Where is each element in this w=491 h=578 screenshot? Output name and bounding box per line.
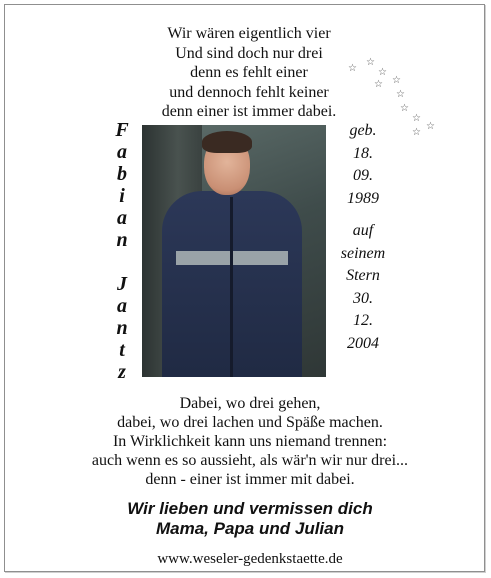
name-letter: a xyxy=(117,207,127,229)
star-icon: ☆ xyxy=(396,89,405,100)
poem-top xyxy=(109,24,389,122)
poem-top-line: Und sind doch nur drei xyxy=(175,44,323,62)
memorial-card xyxy=(4,4,485,572)
death-text: auf xyxy=(352,222,374,239)
star-icon: ☆ xyxy=(412,113,421,124)
death-text: Stern xyxy=(346,267,380,284)
name-letter: t xyxy=(119,339,125,361)
name-letter: i xyxy=(119,185,125,207)
death-day: 30. xyxy=(353,289,373,307)
poem-top-line: denn es fehlt einer xyxy=(190,64,308,81)
star-icon: ☆ xyxy=(392,75,401,86)
poem-bottom-line: denn - einer ist immer mit dabei. xyxy=(145,471,355,488)
name-letter: n xyxy=(116,229,128,251)
born-month: 09. xyxy=(353,167,373,184)
dedication-line: Wir lieben und vermissen dich xyxy=(127,499,373,518)
name-letter: F xyxy=(115,119,129,141)
name-letter: J xyxy=(117,273,127,295)
name-gap xyxy=(111,251,133,273)
name-letter: n xyxy=(116,317,128,339)
star-icon: ☆ xyxy=(374,79,383,90)
website-link[interactable]: www.weseler-gedenkstaette.de xyxy=(157,551,343,567)
born-label: geb. xyxy=(349,122,377,139)
dedication-line: Mama, Papa und Julian xyxy=(156,519,344,538)
poem-bottom xyxy=(45,394,455,489)
star-icon: ☆ xyxy=(426,121,435,132)
death-year: 2004 xyxy=(347,334,379,352)
poem-bottom-line: Dabei, wo drei gehen, xyxy=(179,395,321,412)
name-letter: z xyxy=(118,361,126,383)
death-text: seinem xyxy=(340,244,386,262)
star-icon: ☆ xyxy=(412,127,421,138)
poem-top-line: denn einer ist immer dabei. xyxy=(161,103,337,120)
born-day: 18. xyxy=(353,144,373,162)
poem-bottom-line: In Wirklichkeit kann uns niemand trennen: xyxy=(112,433,388,450)
star-icon: ☆ xyxy=(400,103,409,114)
dedication xyxy=(65,499,435,539)
born-year: 1989 xyxy=(347,189,379,207)
star-icon: ☆ xyxy=(366,57,375,68)
portrait-photo xyxy=(142,125,326,377)
poem-bottom-line: dabei, wo drei lachen und Späße machen. xyxy=(117,414,383,431)
name-letter: b xyxy=(117,163,127,185)
poem-top-line: Wir wären eigentlich vier xyxy=(167,25,331,42)
website xyxy=(65,551,435,568)
star-icon: ☆ xyxy=(378,67,387,78)
poem-bottom-line: auch wenn es so aussieht, als wär'n wir nur drei... xyxy=(91,452,409,469)
name-letter: a xyxy=(117,141,127,163)
vertical-name xyxy=(111,119,133,383)
star-icon: ☆ xyxy=(348,63,357,74)
death-month: 12. xyxy=(353,312,373,329)
life-dates xyxy=(335,120,391,355)
poem-top-line: und dennoch fehlt keiner xyxy=(169,83,329,101)
name-letter: a xyxy=(117,295,127,317)
